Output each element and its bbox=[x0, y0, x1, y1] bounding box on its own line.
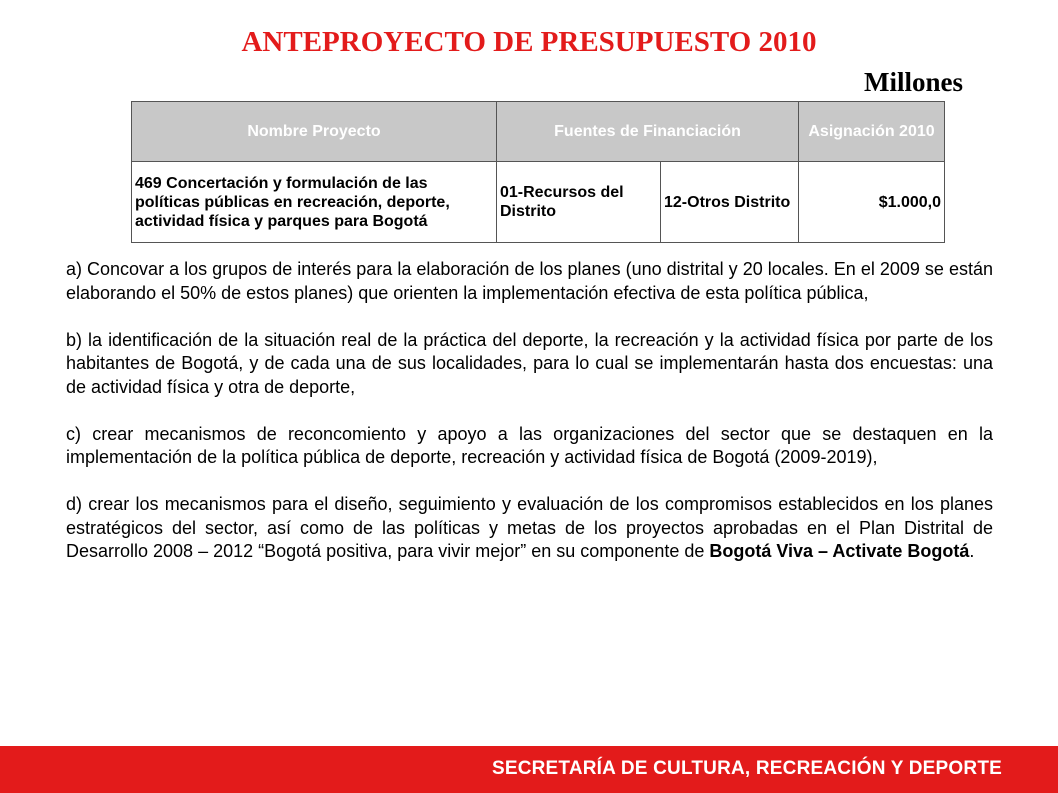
paragraph-d-suffix: . bbox=[969, 541, 975, 561]
cell-amount: $1.000,0 bbox=[799, 162, 945, 243]
header-allocation: Asignación 2010 bbox=[799, 102, 945, 162]
paragraph-d bbox=[66, 493, 993, 564]
page-title: ANTEPROYECTO DE PRESUPUESTO 2010 bbox=[241, 26, 817, 58]
budget-table bbox=[131, 101, 945, 243]
paragraph-b: b) la identificación de la situación real de la práctica del deporte, la recreación y la actividad física por parte de los habitantes de Bogotá, y de cada una de sus localidades, para lo cual se implementarán hasta dos encuestas: una de actividad física y otra de deporte, bbox=[66, 329, 993, 397]
paragraph-d-bold: Bogotá Viva – Activate Bogotá bbox=[709, 541, 970, 561]
header-funding: Fuentes de Financiación bbox=[497, 102, 799, 162]
unit-label: Millones bbox=[864, 67, 963, 97]
table-row bbox=[132, 162, 945, 243]
paragraph-c: c) crear mecanismos de reconcomiento y apoyo a las organizaciones del sector que se destaquen en la implementación de la política pública de deporte, recreación y actividad física de Bogotá (2009-2019), bbox=[66, 423, 993, 467]
header-project: Nombre Proyecto bbox=[132, 102, 497, 162]
footer-bar bbox=[0, 746, 1058, 793]
cell-source-1: 01-Recursos del Distrito bbox=[497, 162, 661, 243]
paragraph-a: a) Concovar a los grupos de interés para la elaboración de los planes (uno distrital y 20 locales. En el 2009 se están elaborando el 50% de estos planes) que orienten la implementación efectiva de esta política pública, bbox=[66, 259, 993, 303]
cell-source-2: 12-Otros Distrito bbox=[661, 162, 799, 243]
table-header-row bbox=[132, 102, 945, 162]
paragraph-d-prefix: d) crear los mecanismos para el diseño, seguimiento y evaluación de los compromisos establecidos en los planes estratégicos del sector, así como de las políticas y metas de los proyectos aprobadas en el Plan Distrital de Desarrollo 2008 – 2012 “Bogotá positiva, para vivir mejor” en su componente de bbox=[66, 494, 993, 561]
body-text bbox=[66, 258, 993, 587]
cell-project: 469 Concertación y formulación de las políticas públicas en recreación, deporte, actividad física y parques para Bogotá bbox=[132, 162, 497, 243]
footer-text: SECRETARÍA DE CULTURA, RECREACIÓN Y DEPORTE bbox=[491, 758, 1002, 779]
